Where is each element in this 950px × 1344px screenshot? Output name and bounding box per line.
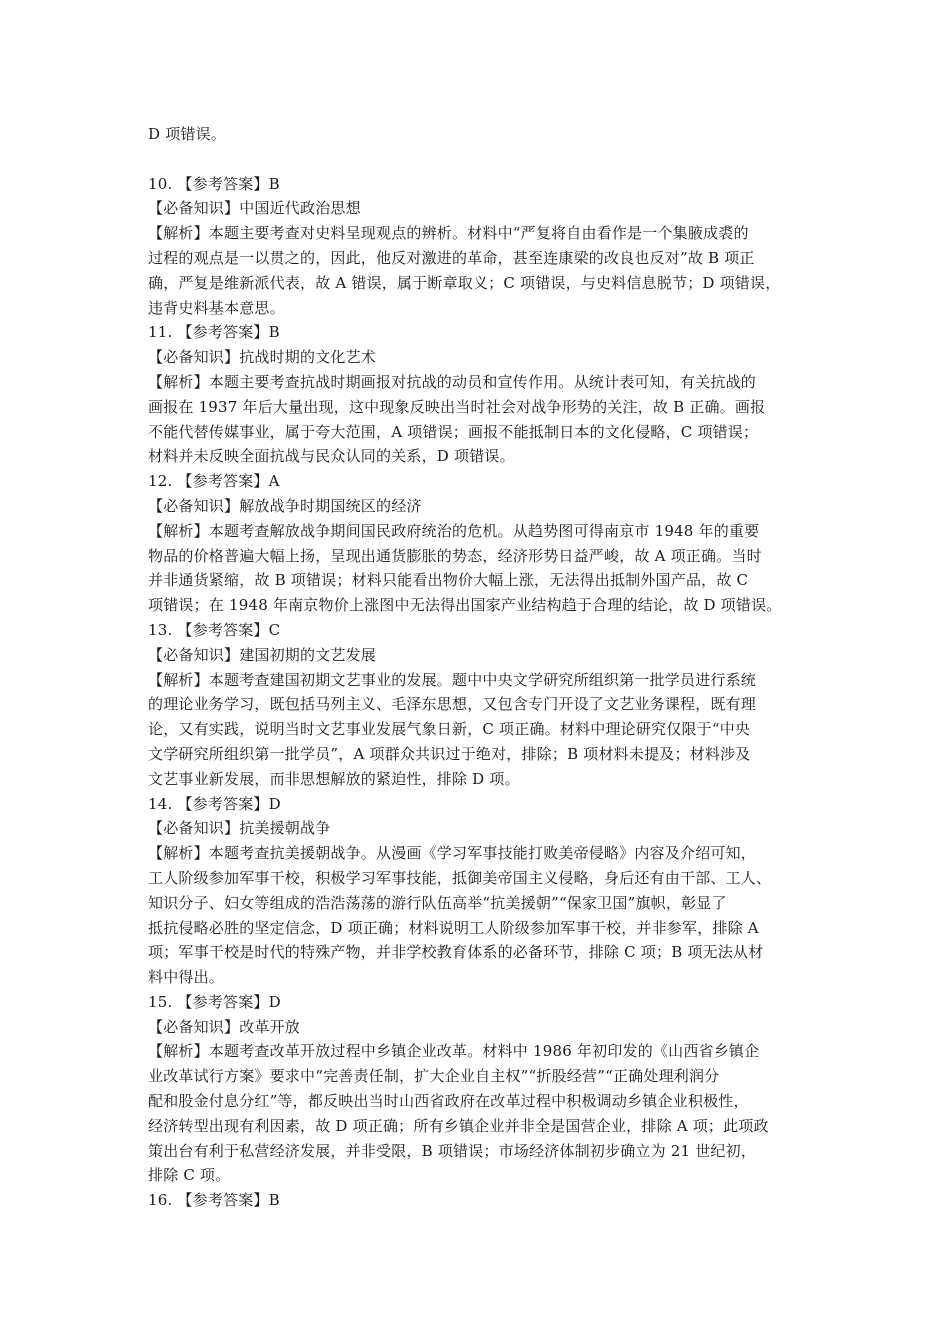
analysis-line: 知识分子、妇女等组成的浩浩荡荡的游行队伍高举“抗美援朝”“保家卫国”旗帜，彰显了 <box>148 893 727 912</box>
analysis-line: 论，又有实践，说明当时文艺事业发展气象日新，C 项正确。材料中理论研究仅限于“中央 <box>148 720 751 739</box>
analysis-line: 并非通货紧缩，故 B 项错误；材料只能看出物价大幅上涨，无法得出抵制外国产品，故 C <box>148 571 749 590</box>
analysis-line: 排除 C 项。 <box>148 1166 231 1185</box>
answer-line-q11: 11. 【参考答案】B <box>148 323 280 342</box>
analysis-line: 不能代替传媒事业，属于夸大范围，A 项错误；画报不能抵制日本的文化侵略，C 项错误； <box>148 422 759 441</box>
analysis-line: 文艺事业新发展，而非思想解放的紧迫性，排除 D 项。 <box>148 769 520 788</box>
knowledge-line-q15: 【必备知识】改革开放 <box>148 1017 301 1036</box>
intro-tail-line: D 项错误。 <box>148 125 226 143</box>
analysis-line: 项；军事干校是时代的特殊产物，并非学校教育体系的必备环节，排除 C 项；B 项无法从材 <box>148 943 764 962</box>
blank-spacer <box>148 147 818 172</box>
answer-line-q15: 15. 【参考答案】D <box>148 992 281 1011</box>
knowledge-line-q11: 【必备知识】抗战时期的文化艺术 <box>148 348 377 367</box>
knowledge-line-q12: 【必备知识】解放战争时期国统区的经济 <box>148 496 422 515</box>
analysis-line: 过程的观点是一以贯之的，因此，他反对激进的革命，甚至连康梁的改良也反对”故 B 项正 <box>148 248 755 267</box>
analysis-line: 画报在 1937 年后大量出现，这中现象反映出当时社会对战争形势的关注，故 B 正确。画报 <box>148 397 766 416</box>
answer-line-q12: 12. 【参考答案】A <box>148 472 280 491</box>
analysis-line: 材料并未反映全面抗战与民众认同的关系，D 项错误。 <box>148 447 515 466</box>
analysis-line: 项错误；在 1948 年南京物价上涨图中无法得出国家产业结构趋于合理的结论，故 D 项错误。 <box>148 596 782 615</box>
analysis-line: 违背史料基本意思。 <box>148 298 285 317</box>
analysis-line: 料中得出。 <box>148 968 225 987</box>
analysis-line: 【解析】本题考查改革开放过程中乡镇企业改革。材料中 1986 年初印发的《山西省乡镇企 <box>148 1042 760 1061</box>
answer-explanations <box>148 122 818 1213</box>
analysis-line: 物品的价格普遍大幅上扬，呈现出通货膨胀的势态，经济形势日益严峻，故 A 项正确。当时 <box>148 546 762 565</box>
analysis-line: 工人阶级参加军事干校，积极学习军事技能，抵御美帝国主义侵略，身后还有由干部、工人、 <box>148 868 772 887</box>
knowledge-line-q14: 【必备知识】抗美援朝战争 <box>148 819 331 838</box>
analysis-line: 【解析】本题考查建国初期文艺事业的发展。题中中央文学研究所组织第一批学员进行系统 <box>148 670 757 689</box>
analysis-line: 业改革试行方案》要求中“完善责任制，扩大企业自主权”“折股经营”“正确处理利润分 <box>148 1067 720 1086</box>
analysis-line: 配和股金付息分红”等，都反映出当时山西省政府在改革过程中积极调动乡镇企业积极性， <box>148 1092 749 1111</box>
analysis-line: 【解析】本题考查解放战争期间国民政府统治的危机。从趋势图可得南京市 1948 年的重要 <box>148 521 760 540</box>
analysis-line: 的理论业务学习，既包括马列主义、毛泽东思想，又包含专门开设了文艺业务课程，既有理 <box>148 695 757 714</box>
analysis-line: 抵抗侵略必胜的坚定信念，D 项正确；材料说明工人阶级参加军事干校，并非参军，排除 A <box>148 918 759 937</box>
analysis-line: 策出台有利于私营经济发展，并非受限，B 项错误；市场经济体制初步确立为 21 世纪初， <box>148 1141 757 1160</box>
answer-line-q14: 14. 【参考答案】D <box>148 794 281 813</box>
knowledge-line-q13: 【必备知识】建国初期的文艺发展 <box>148 645 377 664</box>
knowledge-line-q10: 【必备知识】中国近代政治思想 <box>148 199 361 218</box>
analysis-line: 【解析】本题主要考查抗战时期画报对抗战的动员和宣传作用。从统计表可知，有关抗战的 <box>148 372 757 391</box>
analysis-line: 【解析】本题主要考查对史料呈现观点的辨析。材料中“严复将自由看作是一个集腋成裘的 <box>148 224 749 243</box>
analysis-line: 经济转型出现有利因素，故 D 项正确；所有乡镇企业并非全是国营企业，排除 A 项；此项政 <box>148 1116 769 1135</box>
answer-line-q16: 16. 【参考答案】B <box>148 1191 280 1210</box>
analysis-line: 【解析】本题考查抗美援朝战争。从漫画《学习军事技能打败美帝侵略》内容及介绍可知， <box>148 844 757 863</box>
answer-line-q10: 10. 【参考答案】B <box>148 174 280 193</box>
analysis-line: 确，严复是维新派代表，故 A 错误，属于断章取义；C 项错误，与史料信息脱节；D 项错误， <box>148 273 781 292</box>
analysis-line: 文学研究所组织第一批学员”，A 项群众共识过于绝对，排除；B 项材料未提及；材料涉及 <box>148 744 751 763</box>
answer-line-q13: 13. 【参考答案】C <box>148 620 281 639</box>
